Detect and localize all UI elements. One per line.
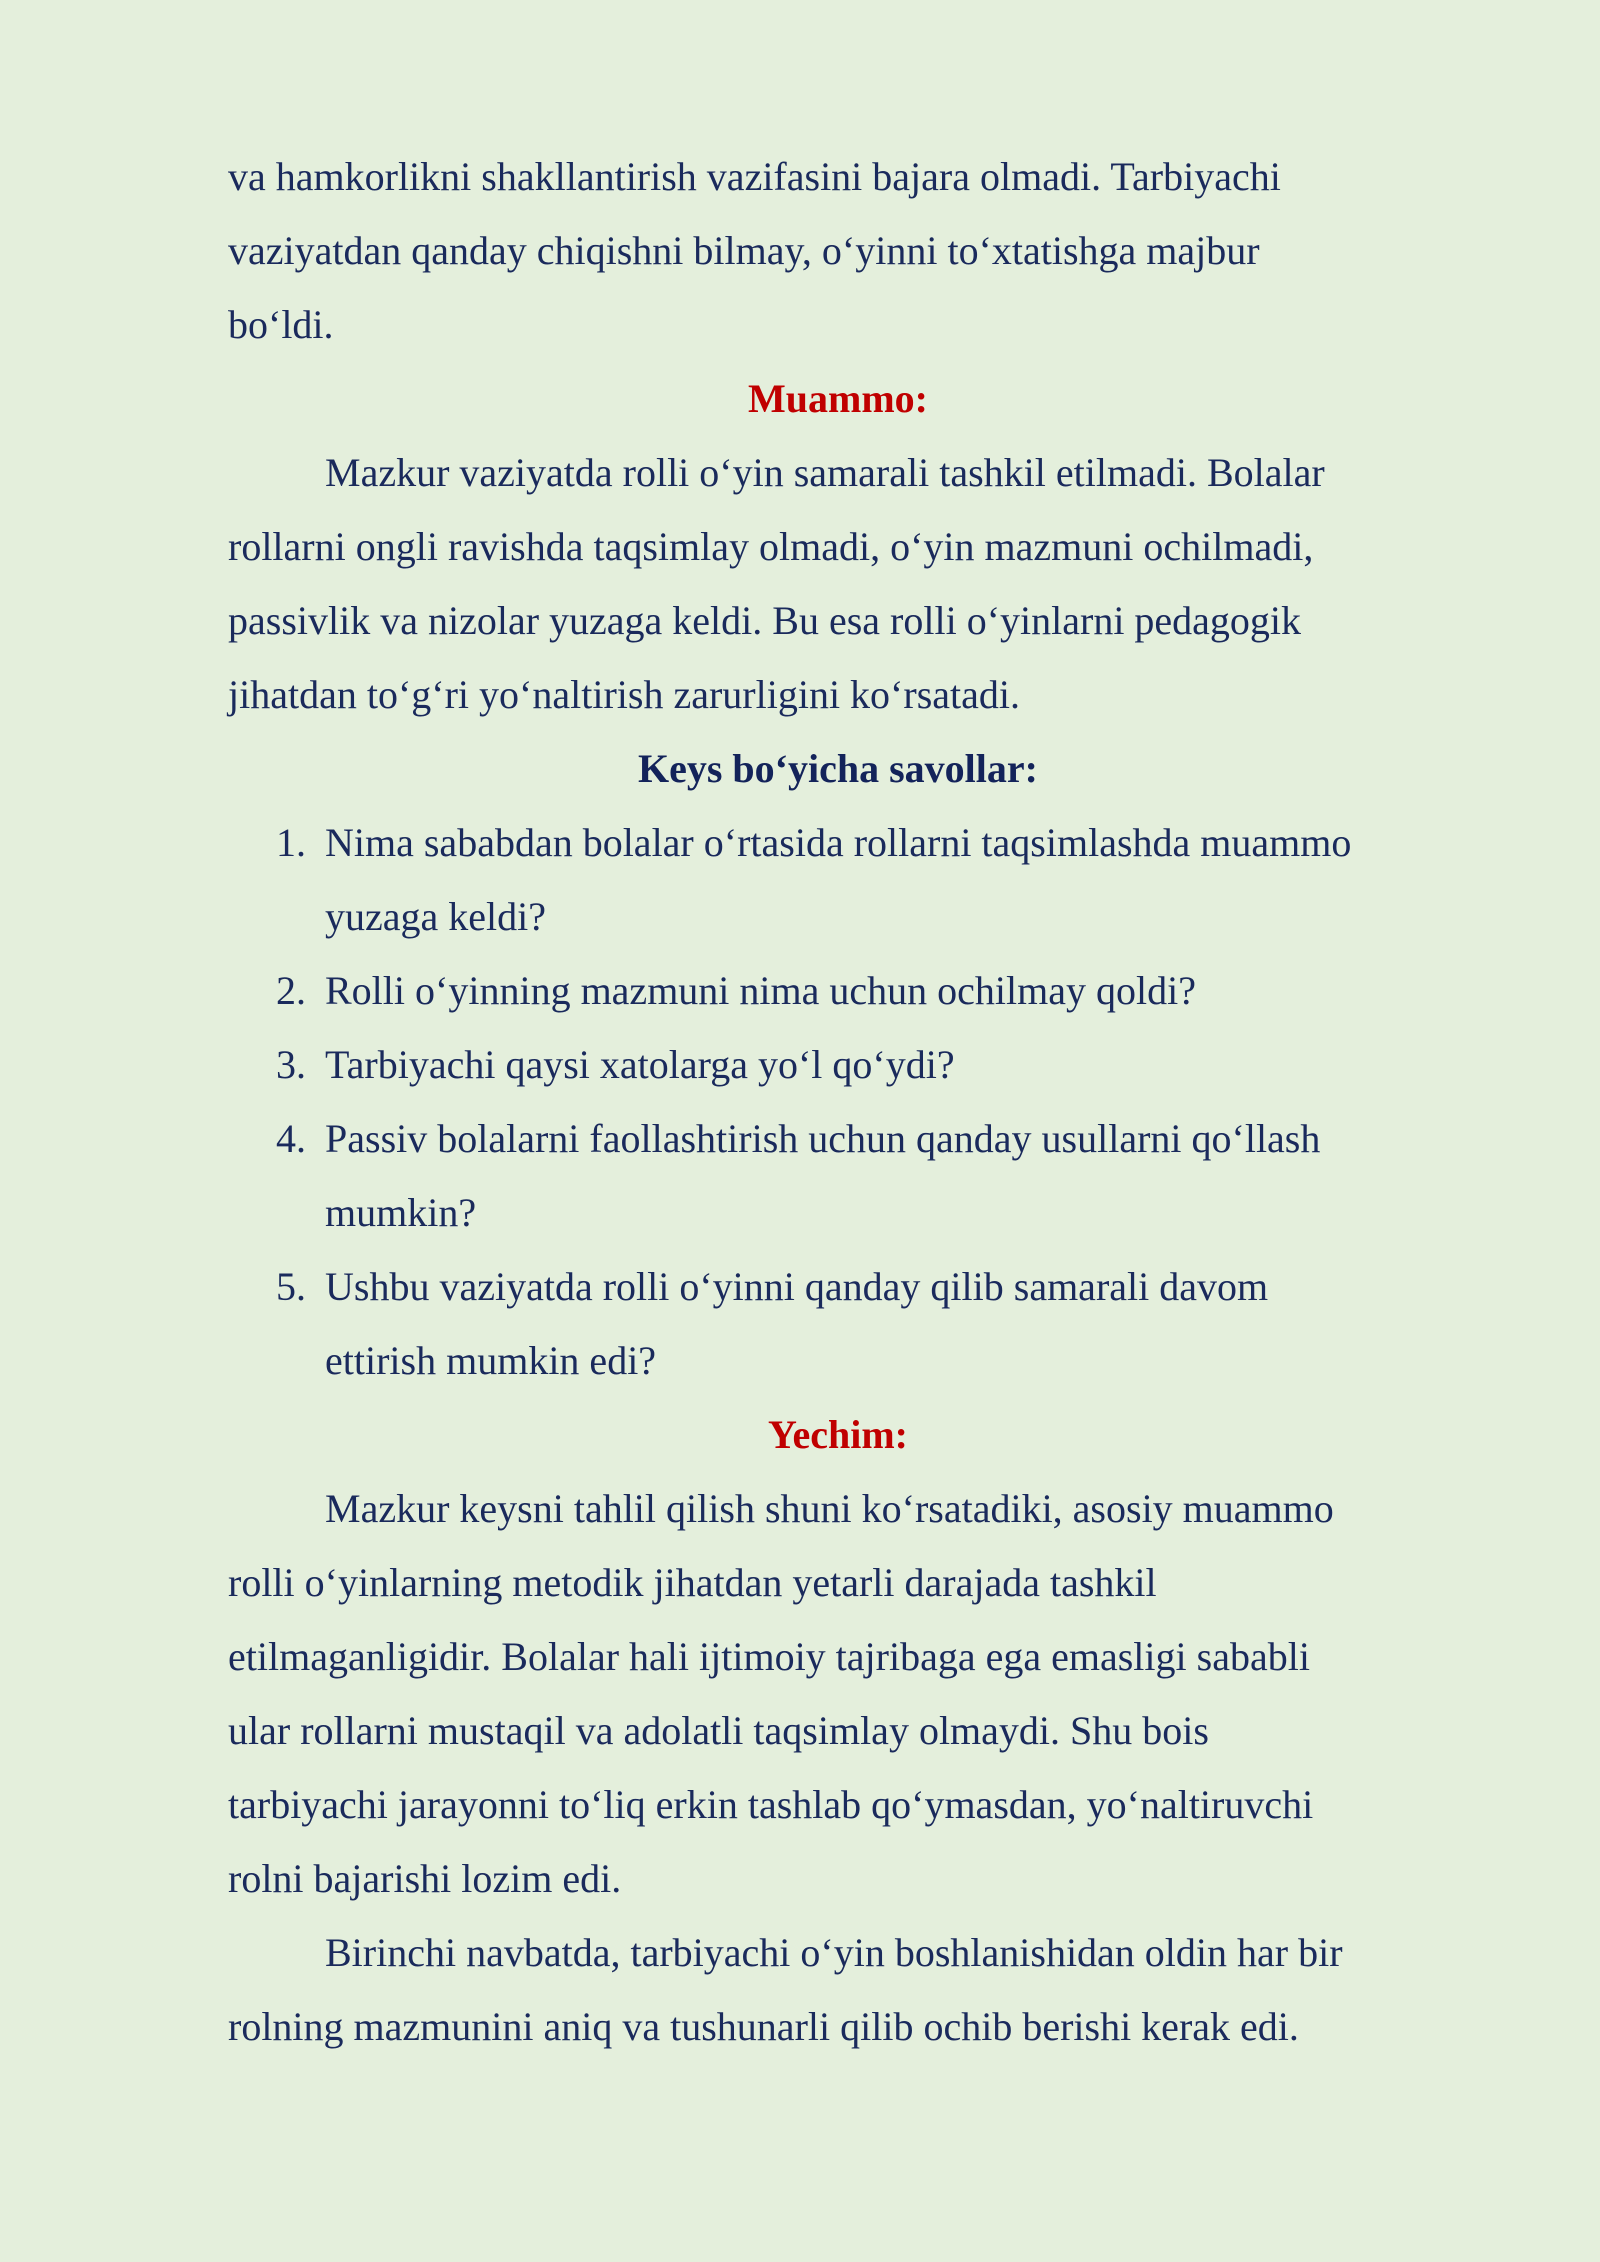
intro-line: bo‘ldi.: [228, 302, 334, 347]
list-item: [228, 806, 1428, 880]
list-item-text: ettirish mumkin edi?: [325, 1338, 657, 1383]
muammo-line: passivlik va nizolar yuzaga keldi. Bu esa rolli o‘yinlarni pedagogik: [228, 598, 1302, 643]
intro-line: va hamkorlikni shakllantirish vazifasini bajara olmadi. Tarbiyachi: [228, 154, 1281, 199]
yechim-line: rolni bajarishi lozim edi.: [228, 1856, 622, 1901]
list-item-text: mumkin?: [325, 1190, 477, 1235]
yechim-heading: Yechim:: [768, 1412, 908, 1457]
list-number: 2.: [276, 968, 306, 1013]
muammo-line: Mazkur vaziyatda rolli o‘yin samarali tashkil etilmadi. Bolalar: [325, 450, 1325, 495]
yechim-line: rolning mazmunini aniq va tushunarli qilib ochib berishi kerak edi.: [228, 2004, 1299, 2049]
yechim-line: Birinchi navbatda, tarbiyachi o‘yin boshlanishidan oldin har bir: [325, 1930, 1343, 1975]
document-page: [228, 140, 1428, 2064]
list-number: 5.: [276, 1264, 306, 1309]
list-item-text: yuzaga keldi?: [325, 894, 546, 939]
list-item-text: Ushbu vaziyatda rolli o‘yinni qanday qilib samarali davom: [325, 1264, 1269, 1309]
list-item-continuation: [228, 1324, 1428, 1398]
muammo-line: rollarni ongli ravishda taqsimlay olmadi, o‘yin mazmuni ochilmadi,: [228, 524, 1314, 569]
list-item: [228, 1102, 1428, 1176]
list-item: [228, 1028, 1428, 1102]
yechim-line: rolli o‘yinlarning metodik jihatdan yetarli darajada tashkil: [228, 1560, 1157, 1605]
list-item-text: Tarbiyachi qaysi xatolarga yo‘l qo‘ydi?: [325, 1042, 955, 1087]
list-item-text: Rolli o‘yinning mazmuni nima uchun ochilmay qoldi?: [325, 968, 1196, 1013]
list-item-text: Nima sababdan bolalar o‘rtasida rollarni taqsimlashda muammo: [325, 820, 1352, 865]
list-item: [228, 954, 1428, 1028]
list-item-continuation: [228, 880, 1428, 954]
questions-heading: Keys bo‘yicha savollar:: [638, 746, 1038, 791]
list-item-text: Passiv bolalarni faollashtirish uchun qanday usullarni qo‘llash: [325, 1116, 1321, 1161]
yechim-line: Mazkur keysni tahlil qilish shuni ko‘rsatadiki, asosiy muammo: [325, 1486, 1334, 1531]
muammo-line: jihatdan to‘g‘ri yo‘naltirish zarurligini ko‘rsatadi.: [228, 672, 1020, 717]
list-item-continuation: [228, 1176, 1428, 1250]
list-item: [228, 1250, 1428, 1324]
list-number: 4.: [276, 1116, 306, 1161]
yechim-line: ular rollarni mustaqil va adolatli taqsimlay olmaydi. Shu bois: [228, 1708, 1209, 1753]
intro-line: vaziyatdan qanday chiqishni bilmay, o‘yinni to‘xtatishga majbur: [228, 228, 1260, 273]
yechim-line: tarbiyachi jarayonni to‘liq erkin tashlab qo‘ymasdan, yo‘naltiruvchi: [228, 1782, 1314, 1827]
list-number: 3.: [276, 1042, 306, 1087]
questions-list: [228, 806, 1428, 1398]
list-number: 1.: [276, 820, 306, 865]
yechim-line: etilmaganligidir. Bolalar hali ijtimoiy tajribaga ega emasligi sababli: [228, 1634, 1310, 1679]
muammo-heading: Muammo:: [748, 376, 928, 421]
